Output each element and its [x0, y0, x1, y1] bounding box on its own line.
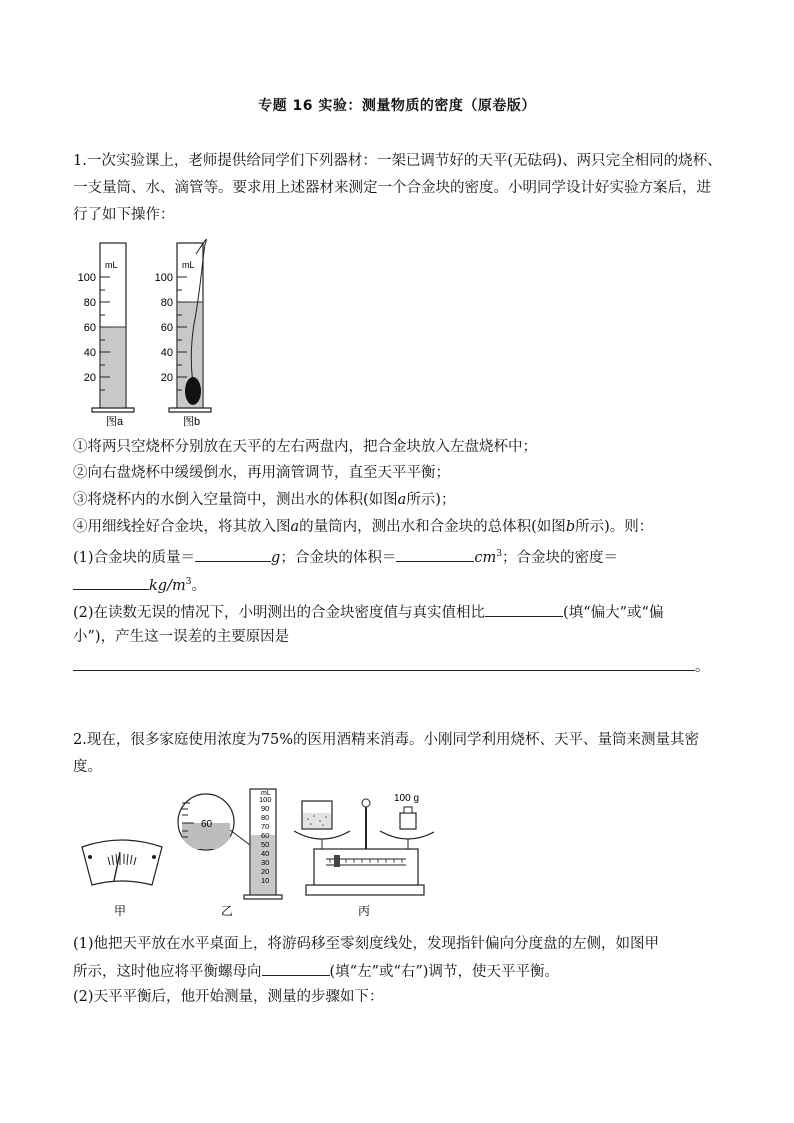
q1-step-3: ③将烧杯内的水倒入空量筒中，测出水的体积(如图a所示)； [73, 492, 456, 508]
reason-blank[interactable] [73, 654, 695, 671]
q2-part-1: (1)他把天平放在水平桌面上，将游码移至零刻度线处，发现指针偏向分度盘的左侧，如图甲 [73, 936, 660, 952]
q1-step-4: ④用细线拴好合金块，将其放入图a的量筒内，测出水和合金块的总体积(如图b所示)。则： [73, 519, 654, 535]
comparison-blank[interactable] [485, 600, 563, 617]
q1-step-1: ①将两只空烧杯分别放在天平的左右两盘内，把合金块放入左盘烧杯中； [73, 439, 537, 455]
tick-a-60: 60 [83, 322, 96, 334]
dial-jia [82, 840, 162, 918]
cyl-unit: mL [261, 790, 271, 797]
q2-part-1-cont: 所示，这时他应将平衡螺母向 (填“左”或“右”)调节，使天平平衡。 [73, 959, 733, 983]
direction-blank[interactable] [262, 959, 330, 976]
tick-a-100: 100 [77, 272, 96, 284]
q1-part-2-answer: 。 [73, 654, 733, 678]
q1-part-2-cont: 小”)，产生这一误差的主要原因是 [73, 629, 290, 645]
water-a [101, 327, 125, 407]
cylinder-b [155, 239, 211, 428]
tick-b-20: 20 [160, 372, 173, 384]
q1-part-1-cont: $kg/m^3$。 [73, 571, 733, 597]
volume-blank[interactable] [396, 545, 474, 562]
tick-a-40: 40 [83, 347, 96, 359]
q1-step-2: ②向右盘烧杯中缓缓倒水，再用滴管调节，直至天平平衡； [73, 465, 450, 481]
unit-label-b: mL [182, 260, 195, 270]
svg-text:30: 30 [261, 858, 270, 867]
svg-text:10: 10 [261, 876, 270, 885]
q2-intro: 2.现在，很多家庭使用浓度为75%的医用酒精来消毒。小刚同学利用烧杯、天平、量筒来测量其密度。 [73, 732, 700, 775]
q2-part-2: (2)天平平衡后，他开始测量，测量的步骤如下： [73, 989, 384, 1005]
svg-text:20: 20 [261, 867, 270, 876]
balance-bing [294, 793, 434, 918]
unit-label-a: mL [105, 260, 118, 270]
svg-text:100: 100 [259, 795, 272, 804]
tick-b-100: 100 [154, 272, 173, 284]
q2-figure [74, 785, 434, 925]
cylinder-a [78, 243, 134, 428]
q1-intro: 1.一次实验课上，老师提供给同学们下列器材：一架已调节好的天平(无砝码)、两只完全相同的烧杯、一支量筒、水、滴管等。要求用上述器材来测定一个合金块的密度。小明同学设计好实验方案后，进行了如下操作： [73, 153, 722, 223]
density-blank[interactable] [73, 573, 149, 590]
svg-text:80: 80 [261, 813, 270, 822]
svg-text:60: 60 [261, 831, 270, 840]
figure-yi-label: 乙 [221, 904, 234, 918]
tick-a-80: 80 [83, 297, 96, 309]
tick-b-60: 60 [160, 322, 173, 334]
svg-text:50: 50 [261, 840, 270, 849]
svg-text:40: 40 [261, 849, 270, 858]
tick-b-80: 80 [160, 297, 173, 309]
figure-a-label: 图a [106, 416, 124, 428]
page-title: 专题 16 实验：测量物质的密度（原卷版） [258, 98, 536, 114]
figure-b-label: 图b [183, 416, 201, 428]
q1-part-2: (2)在读数无误的情况下，小明测出的合金块密度值与真实值相比 (填“偏大”或“偏 [73, 600, 733, 624]
figure-jia-label: 甲 [114, 904, 127, 918]
q1-part-1: (1)合金块的质量＝ g；合金块的体积＝ $cm^3$；合金块的密度＝ [73, 543, 733, 569]
q1-figure [72, 234, 222, 430]
zoom-value: 60 [201, 819, 213, 830]
figure-bing-label: 丙 [358, 904, 371, 918]
weight-label: 100 g [394, 793, 420, 804]
tick-b-40: 40 [160, 347, 173, 359]
svg-text:70: 70 [261, 822, 270, 831]
mass-blank[interactable] [195, 545, 271, 562]
svg-text:90: 90 [261, 804, 270, 813]
alloy-block [185, 377, 201, 405]
cylinder-yi [178, 789, 282, 918]
tick-a-20: 20 [83, 372, 96, 384]
